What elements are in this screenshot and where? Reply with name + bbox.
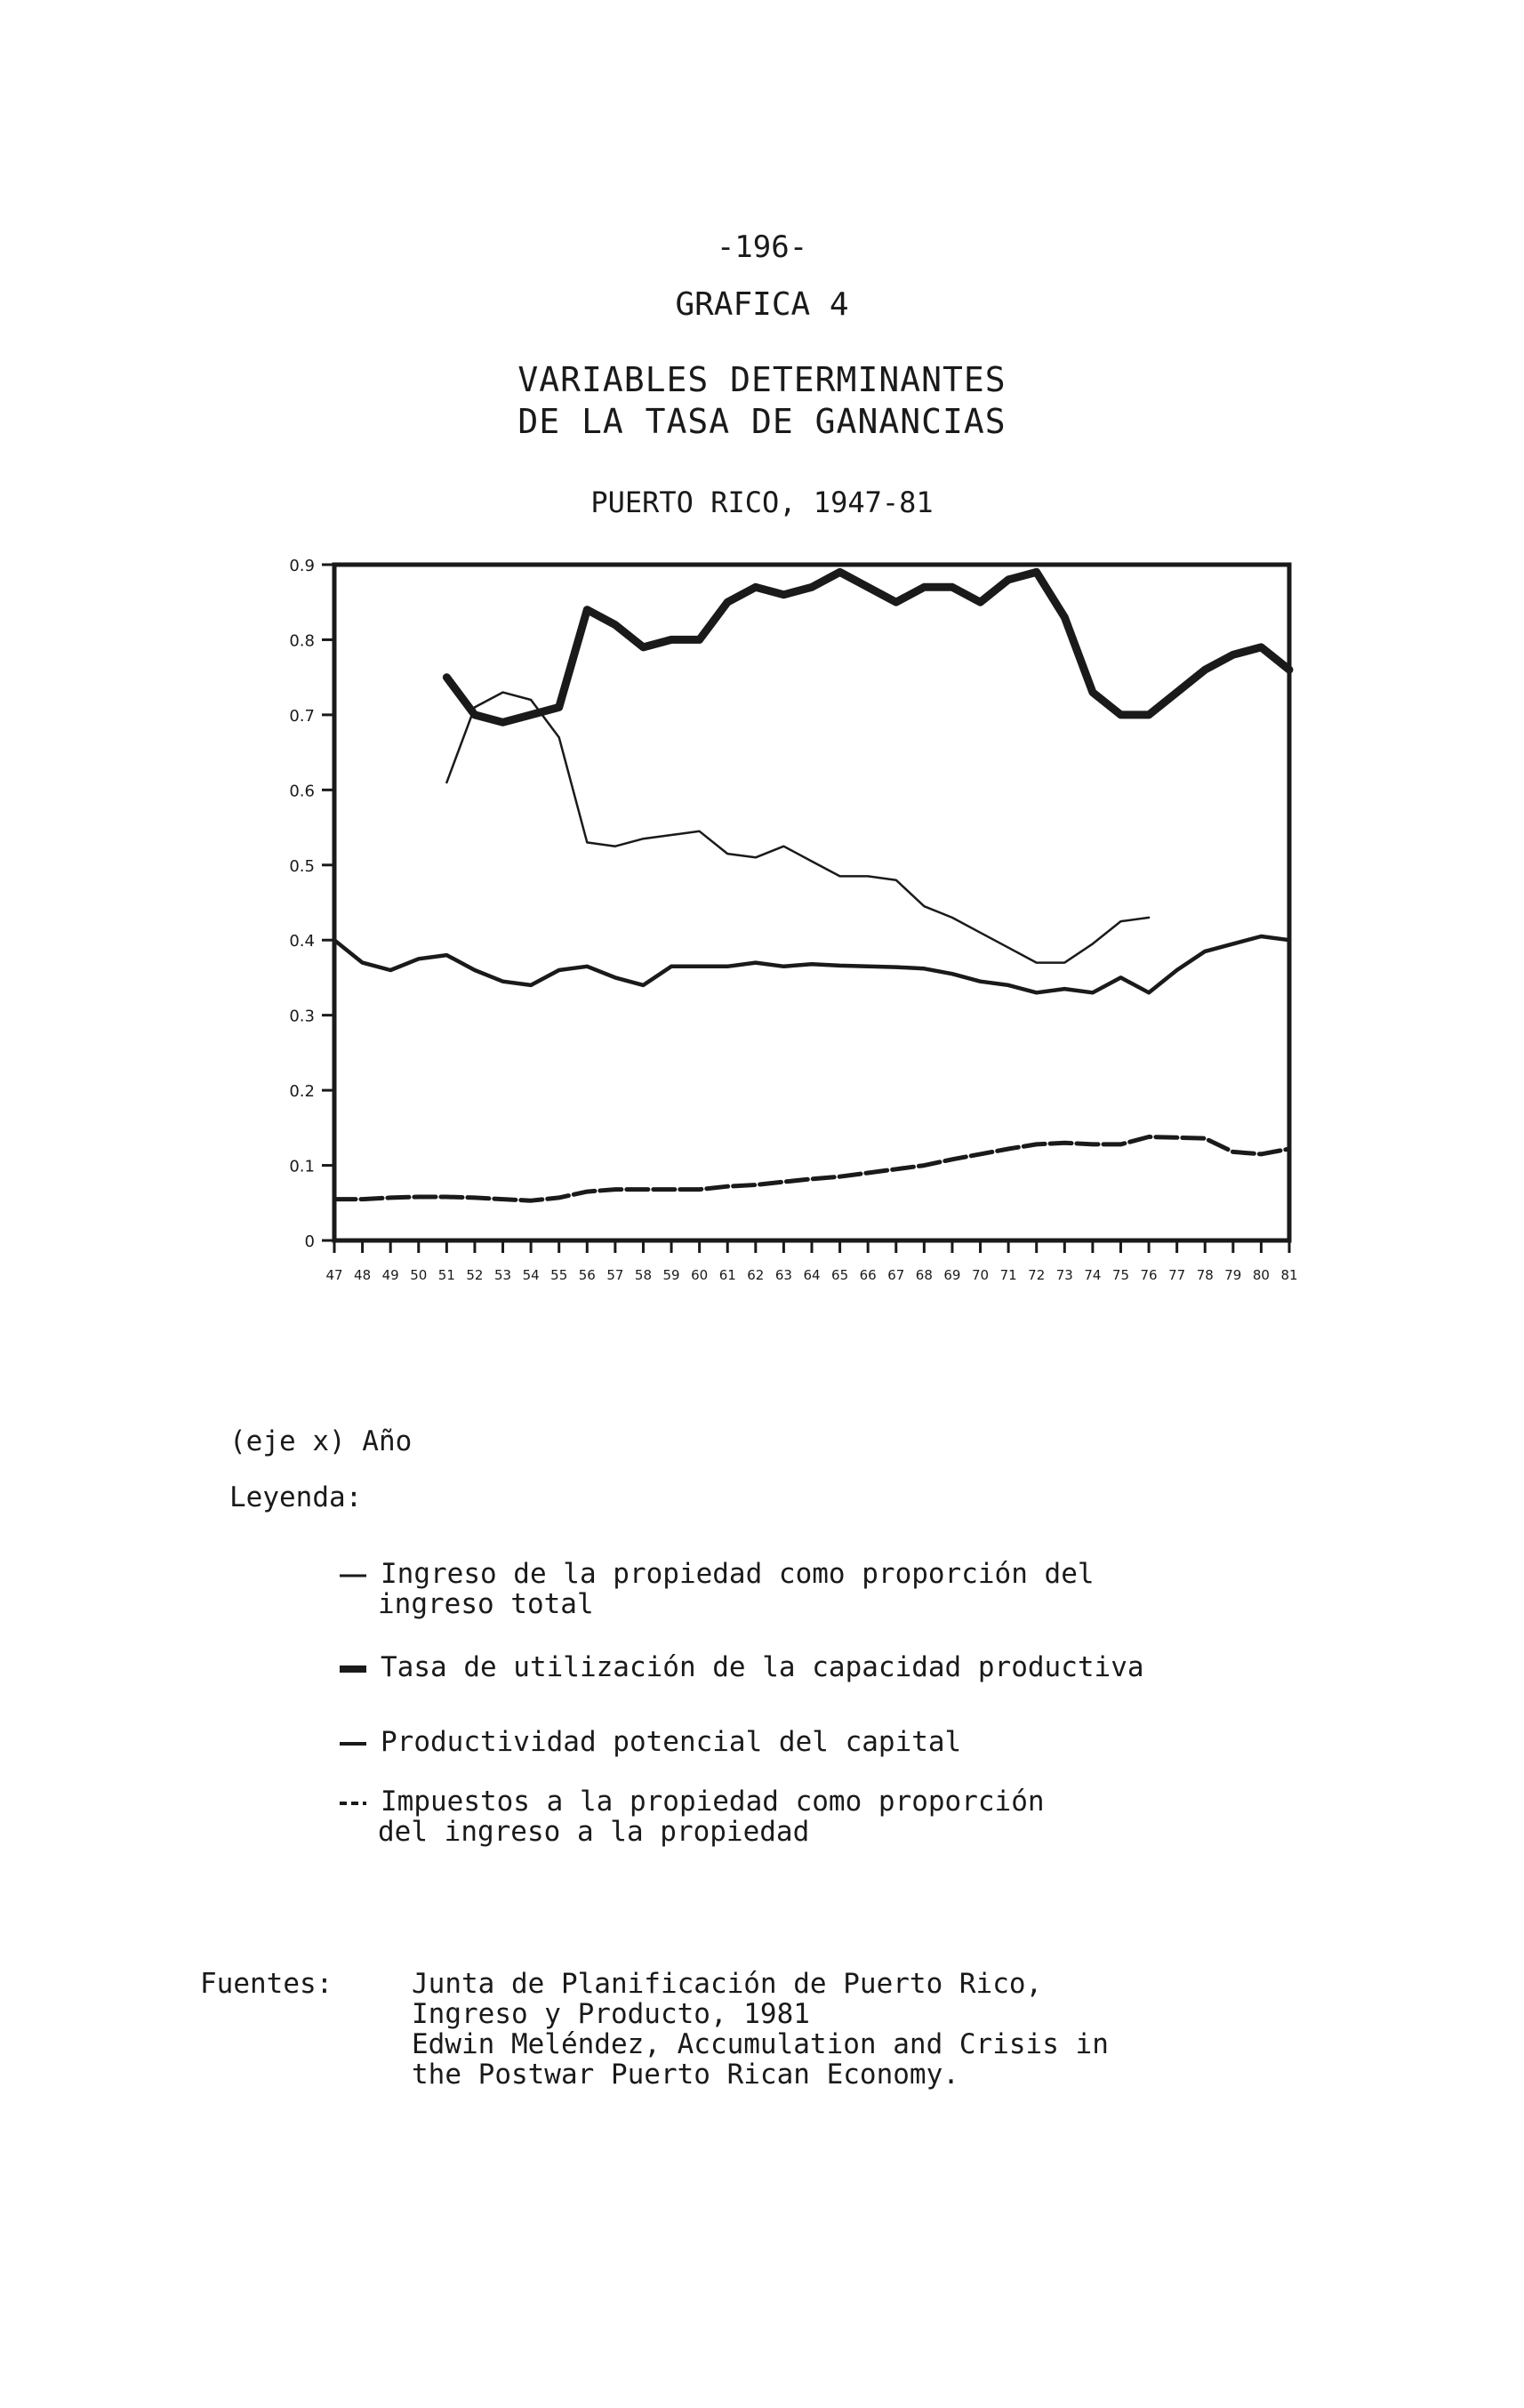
x-tick-label: 70 [971,1267,990,1283]
x-tick-label: 66 [859,1267,877,1283]
y-tick-label: 0.2 [289,1082,315,1102]
x-tick-label: 59 [662,1267,680,1283]
x-tick-label: 76 [1140,1267,1158,1283]
x-tick-label: 61 [718,1267,736,1283]
legend-label: Impuestos a la propiedad como proporción [381,1786,1045,1818]
legend-mark-thick-line [338,1664,368,1674]
x-tick-label: 80 [1252,1267,1270,1283]
x-tick-label: 65 [831,1267,849,1283]
y-tick-label: 0.9 [289,557,315,575]
chart-title-line1: VARIABLES DETERMINANTES [517,360,1007,399]
x-tick-label: 58 [634,1267,653,1283]
legend-heading: Leyenda: [229,1481,363,1513]
x-tick-label: 68 [915,1267,933,1283]
x-tick-label: 78 [1196,1267,1214,1283]
chart-title-line2: DE LA TASA DE GANANCIAS [517,402,1007,441]
x-tick-label: 72 [1028,1267,1046,1283]
legend-item-property-taxes [338,1786,1045,1818]
y-tick-label: 0.5 [289,856,315,876]
x-tick-label: 50 [410,1267,428,1283]
legend-label: Tasa de utilización de la capacidad productiva [381,1651,1144,1683]
source-line: Ingreso y Producto, 1981 [412,1998,810,2030]
x-tick-label: 47 [325,1267,343,1283]
legend-label: Productividad potencial del capital [381,1726,962,1758]
y-tick-label: 0.1 [289,1157,315,1176]
x-tick-label: 64 [803,1267,821,1283]
legend-label: Ingreso de la propiedad como proporción del [381,1558,1095,1590]
x-tick-label: 67 [887,1267,905,1283]
y-tick-label: 0.7 [289,706,315,726]
legend-item-capacity-utilization [338,1651,1144,1683]
x-tick-label: 51 [437,1267,455,1283]
series-line-capital-productivity [334,936,1289,992]
x-tick-label: 56 [578,1267,596,1283]
y-tick-label: 0.4 [289,932,315,951]
x-tick-label: 71 [999,1267,1017,1283]
x-tick-label: 81 [1280,1267,1298,1283]
figure-label: GRAFICA 4 [675,286,849,323]
legend-item-capital-productivity [338,1726,961,1758]
legend-mark-medium-line [338,1739,368,1748]
x-tick-label: 77 [1168,1267,1186,1283]
x-tick-label: 69 [943,1267,961,1283]
x-tick-label: 53 [493,1267,512,1283]
x-tick-label: 54 [522,1267,540,1283]
x-tick-label: 52 [466,1267,484,1283]
y-tick-label: 0.6 [289,782,315,801]
x-tick-label: 62 [747,1267,765,1283]
x-tick-label: 73 [1055,1267,1073,1283]
source-line: Edwin Meléndez, Accumulation and Crisis in [412,2028,1109,2060]
source-line: the Postwar Puerto Rican Economy. [412,2059,959,2091]
source-line: Junta de Planificación de Puerto Rico, [412,1968,1043,2000]
x-tick-label: 75 [1111,1267,1130,1283]
legend-mark-thin-line [338,1571,368,1580]
page-number: -196- [716,229,808,265]
x-tick-label: 55 [550,1267,568,1283]
x-tick-label: 49 [381,1267,399,1283]
series-line-property-taxes [334,1137,1289,1201]
y-tick-label: 0.3 [289,1007,315,1026]
y-tick-label: 0.8 [289,631,315,651]
line-chart [240,534,1307,1307]
x-tick-label: 57 [606,1267,624,1283]
legend-item-property-income [338,1558,1095,1590]
y-tick-label: 0 [304,1232,315,1251]
x-tick-label: 74 [1084,1267,1102,1283]
legend-label-continuation: ingreso total [378,1588,594,1620]
chart-subtitle: PUERTO RICO, 1947-81 [590,486,934,519]
sources-label: Fuentes: [200,1968,333,2000]
x-tick-label: 48 [354,1267,372,1283]
x-tick-label: 63 [774,1267,792,1283]
x-tick-label: 60 [691,1267,709,1283]
legend-mark-dashed-line [338,1799,368,1808]
x-axis-note: (eje x) Año [229,1425,413,1457]
legend-label-continuation: del ingreso a la propiedad [378,1816,810,1848]
series-line-capacity-utilization [446,572,1289,722]
series-line-property-income [446,693,1149,963]
x-tick-label: 79 [1224,1267,1242,1283]
